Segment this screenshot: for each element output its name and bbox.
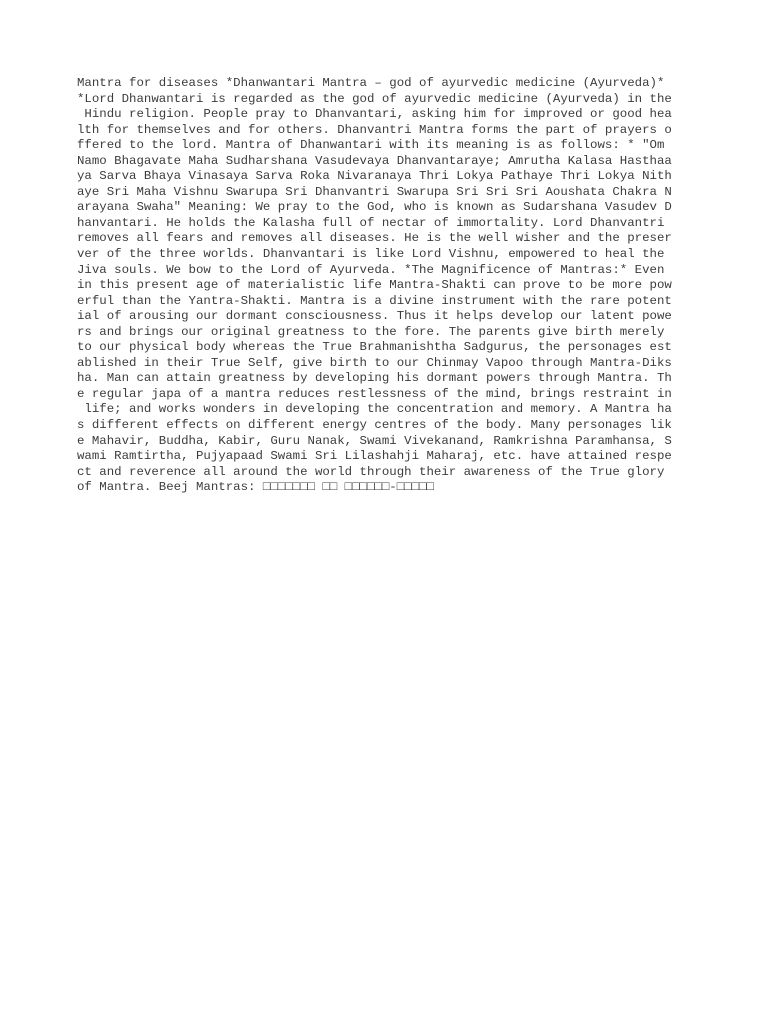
text-line: s different effects on different energy centres of the body. Many personages lik — [77, 418, 672, 433]
text-line: Namo Bhagavate Maha Sudharshana Vasudevaya Dhanvantaraye; Amrutha Kalasa Hasthaa — [77, 153, 672, 168]
text-line: hanvantari. He holds the Kalasha full of nectar of immortality. Lord Dhanvantri — [77, 215, 665, 230]
text-line: ya Sarva Bhaya Vinasaya Sarva Roka Nivaranaya Thri Lokya Pathaye Thri Lokya Nith — [77, 169, 672, 184]
text-line: e regular japa of a mantra reduces restlessness of the mind, brings restraint in — [77, 386, 672, 401]
document-body — [77, 76, 697, 496]
text-line: Hindu religion. People pray to Dhanvantari, asking him for improved or good hea — [77, 107, 672, 122]
text-line: ffered to the lord. Mantra of Dhanwantari with its meaning is as follows: * "Om — [77, 138, 665, 153]
text-line: wami Ramtirtha, Pujyapaad Swami Sri Lilashahji Maharaj, etc. have attained respe — [77, 449, 672, 464]
text-line: Mantra for diseases *Dhanwantari Mantra – god of ayurvedic medicine (Ayurveda)* — [77, 76, 665, 90]
text-line: life; and works wonders in developing the concentration and memory. A Mantra ha — [77, 402, 672, 417]
text-line: ver of the three worlds. Dhanvantari is like Lord Vishnu, empowered to heal the — [77, 247, 665, 262]
text-line: *Lord Dhanwantari is regarded as the god of ayurvedic medicine (Ayurveda) in the — [77, 91, 672, 106]
text-line: to our physical body whereas the True Brahmanishtha Sadgurus, the personages est — [77, 340, 672, 355]
text-line: aye Sri Maha Vishnu Swarupa Sri Dhanvantri Swarupa Sri Sri Sri Aoushata Chakra N — [77, 184, 672, 199]
text-line: erful than the Yantra-Shakti. Mantra is a divine instrument with the rare potent — [77, 293, 672, 308]
text-line: rs and brings our original greatness to the fore. The parents give birth merely — [77, 324, 665, 339]
text-line: arayana Swaha" Meaning: We pray to the God, who is known as Sudarshana Vasudev D — [77, 200, 672, 215]
text-line: ha. Man can attain greatness by developing his dormant powers through Mantra. Th — [77, 371, 672, 386]
text-line: removes all fears and removes all diseases. He is the well wisher and the preser — [77, 231, 672, 246]
text-line: in this present age of materialistic life Mantra-Shakti can prove to be more pow — [77, 278, 672, 293]
text-line: Jiva souls. We bow to the Lord of Ayurveda. *The Magnificence of Mantras:* Even — [77, 262, 665, 277]
text-line: ial of arousing our dormant consciousness. Thus it helps develop our latent powe — [77, 309, 672, 324]
text-line: ablished in their True Self, give birth to our Chinmay Vapoo through Mantra-Diks — [77, 355, 672, 370]
text-line: lth for themselves and for others. Dhanvantri Mantra forms the part of prayers o — [77, 122, 672, 137]
text-line: of Mantra. Beej Mantras: □□□□□□□ □□ □□□□□□-□□□□□ — [77, 480, 434, 495]
text-line: ct and reverence all around the world through their awareness of the True glory — [77, 464, 665, 479]
text-line: e Mahavir, Buddha, Kabir, Guru Nanak, Swami Vivekanand, Ramkrishna Paramhansa, S — [77, 433, 672, 448]
